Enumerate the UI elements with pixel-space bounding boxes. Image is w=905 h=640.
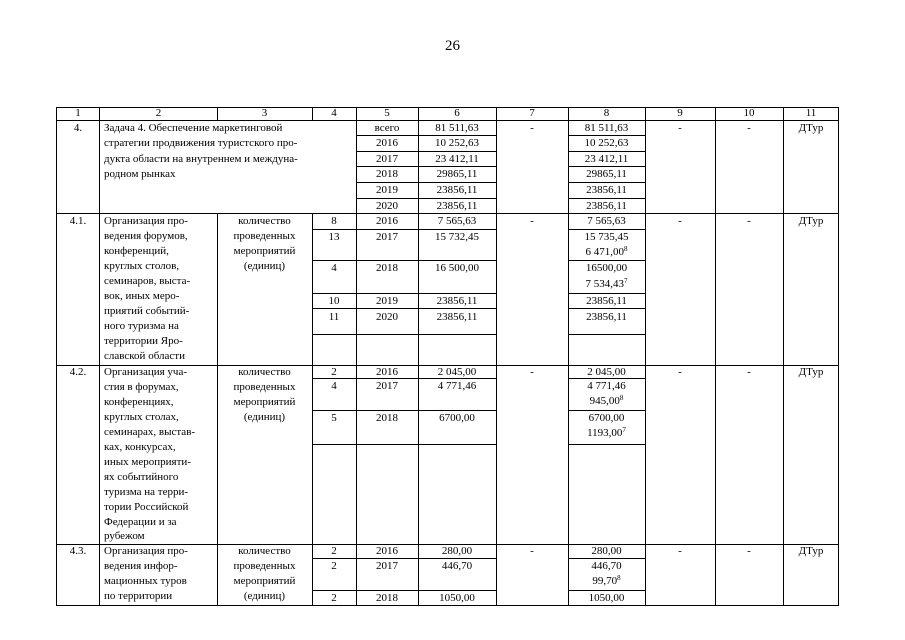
amount-cell: 15 735,45 [584,231,629,243]
amount-cell: 23856,11 [586,184,627,196]
amount-footnote-cell: 7 534,43$^7$ [585,277,628,290]
amount-cell: 23856,11 [586,311,627,323]
activity-line: Организация уча- [104,366,187,378]
task-title-line: дукта области на внутреннем и междуна- [104,153,298,165]
amount-cell: 23856,11 [436,295,478,307]
amount-footnote-cell: 99,70$^8$ [592,574,621,587]
row-number: 4.2. [69,366,87,378]
amount-cell: 1050,00 [588,592,625,604]
indicator-line: количество [238,215,291,227]
year-cell: 2016 [376,137,398,149]
indicator-line: мероприятий [233,396,296,408]
count-cell: 2 [331,560,337,572]
year-cell: 2017 [376,153,398,165]
activity-line: круглых столов, [104,260,180,272]
amount-cell: 1050,00 [439,592,475,604]
dash-cell: - [530,215,534,227]
row-number: 4.3. [69,545,87,557]
dash-cell: - [747,122,751,134]
count-cell: 8 [331,215,337,227]
header-cell: 7 [529,107,535,119]
task-title-line: Задача 4. Обеспечение маркетинговой [104,122,283,134]
amount-cell: 280,00 [591,545,622,557]
dash-cell: - [678,215,682,227]
activity-line: мационных туров [104,575,187,587]
year-cell: 2016 [376,366,398,378]
amount-cell: 4 771,46 [437,380,477,392]
executor-cell: ДТур [798,366,824,378]
amount-cell: 2 045,00 [437,366,477,378]
count-cell: 4 [331,262,337,274]
dash-cell: - [530,122,534,134]
amount-footnote-cell: 1193,00$^7$ [587,426,626,439]
header-cell: 9 [677,107,683,119]
count-cell: 2 [331,366,337,378]
activity-line: круглых столах, [104,411,179,423]
amount-cell: 6700,00 [439,412,475,424]
year-cell: всего [374,122,400,134]
executor-cell: ДТур [798,122,824,134]
year-cell: 2018 [376,262,398,274]
dash-cell: - [678,122,682,134]
year-cell: 2017 [376,231,398,243]
header-cell: 5 [384,107,390,119]
page-number: 26 [445,38,460,54]
row-number: 4.1. [69,215,87,227]
dash-cell: - [747,545,751,557]
dash-cell: - [530,366,534,378]
activity-line: Организация про- [104,545,188,557]
amount-cell: 4 771,46 [587,380,626,392]
count-cell: 2 [331,545,337,557]
amount-cell: 23856,11 [436,200,478,212]
dash-cell: - [747,215,751,227]
header-cell: 11 [805,107,817,119]
count-cell: 11 [328,311,340,323]
activity-line: семинарах, выстав- [104,426,196,438]
year-cell: 2019 [376,295,398,307]
activity-line: территории Яро- [104,335,183,347]
indicator-line: мероприятий [233,575,296,587]
year-cell: 2018 [376,412,398,424]
amount-cell: 29865,11 [436,168,478,180]
dash-cell: - [747,366,751,378]
amount-cell: 81 511,63 [584,122,629,134]
activity-line: конференций, [104,245,169,257]
activity-line: ках, конкурсах, [104,441,176,453]
amount-cell: 29865,11 [586,168,627,180]
amount-cell: 16 500,00 [435,262,479,274]
amount-footnote-cell: 945,00$^8$ [589,394,624,407]
indicator-line: (единиц) [243,260,286,272]
year-cell: 2017 [376,560,398,572]
header-cell: 2 [155,107,162,119]
header-cell: 3 [261,107,268,119]
amount-cell: 15 732,45 [435,231,479,243]
budget-table [56,107,839,606]
year-cell: 2018 [376,168,398,180]
year-cell: 2020 [376,200,398,212]
year-cell: 2017 [376,380,398,392]
amount-cell: 23856,11 [586,200,627,212]
row-number: 4. [73,122,83,134]
indicator-line: проведенных [233,560,296,572]
amount-cell: 446,70 [591,560,622,572]
activity-line: рубежом [104,530,145,542]
activity-line: по территории [104,590,173,602]
amount-cell: 446,70 [441,560,473,572]
activity-line: конференциях, [104,396,174,408]
executor-cell: ДТур [798,215,824,227]
activity-line: тории Российской [104,501,189,513]
amount-cell: 6700,00 [588,412,625,424]
activity-line: Федерации и за [104,516,177,528]
amount-cell: 23 412,11 [584,153,629,165]
amount-cell: 16500,00 [585,262,628,274]
activity-line: ного туризма на [104,320,179,332]
header-cell: 8 [603,107,610,119]
amount-cell: 23856,11 [586,295,627,307]
indicator-line: количество [238,366,291,378]
header-cell: 10 [743,107,755,119]
executor-cell: ДТур [798,545,824,557]
amount-cell: 23 412,11 [435,153,479,165]
amount-cell: 23856,11 [436,311,478,323]
count-cell: 13 [328,231,340,243]
amount-cell: 7 565,63 [437,215,477,227]
activity-line: славской области [104,350,185,362]
dash-cell: - [678,545,682,557]
activity-line: туризма на терри- [104,486,189,498]
year-cell: 2020 [376,311,398,323]
count-cell: 10 [328,295,340,307]
indicator-line: (единиц) [243,590,286,602]
indicator-line: мероприятий [233,245,296,257]
year-cell: 2016 [376,545,398,557]
amount-cell: 280,00 [441,545,473,557]
header-cell: 1 [75,107,81,119]
indicator-line: (единиц) [243,411,286,423]
count-cell: 5 [331,412,337,424]
count-cell: 4 [331,380,337,392]
activity-line: Организация про- [104,215,188,227]
amount-cell: 23856,11 [436,184,478,196]
activity-line: ведения инфор- [104,560,178,572]
year-cell: 2019 [376,184,398,196]
activity-line: семинаров, выста- [104,275,191,287]
amount-cell: 7 565,63 [587,215,626,227]
dash-cell: - [530,545,534,557]
amount-footnote-cell: 6 471,00$^8$ [585,245,628,258]
indicator-line: количество [238,545,291,557]
activity-line: стия в форумах, [104,381,179,393]
activity-line: вок, иных меро- [104,290,180,302]
amount-cell: 81 511,63 [435,122,479,134]
amount-cell: 10 252,63 [435,137,479,149]
count-cell: 2 [331,592,337,604]
header-cell: 6 [454,107,460,119]
year-cell: 2018 [376,592,398,604]
dash-cell: - [678,366,682,378]
activity-line: ведения форумов, [104,230,188,242]
year-cell: 2016 [376,215,398,227]
indicator-line: проведенных [233,230,296,242]
task-title-line: стратегии продвижения туристского про- [104,137,298,149]
activity-line: иных мероприяти- [104,456,191,468]
amount-cell: 10 252,63 [584,137,629,149]
indicator-line: проведенных [233,381,296,393]
header-cell: 4 [331,107,337,119]
amount-cell: 2 045,00 [587,366,626,378]
task-title-line: родном рынках [104,168,176,180]
activity-line: приятий событий- [104,305,190,317]
activity-line: ях событийного [104,471,179,483]
